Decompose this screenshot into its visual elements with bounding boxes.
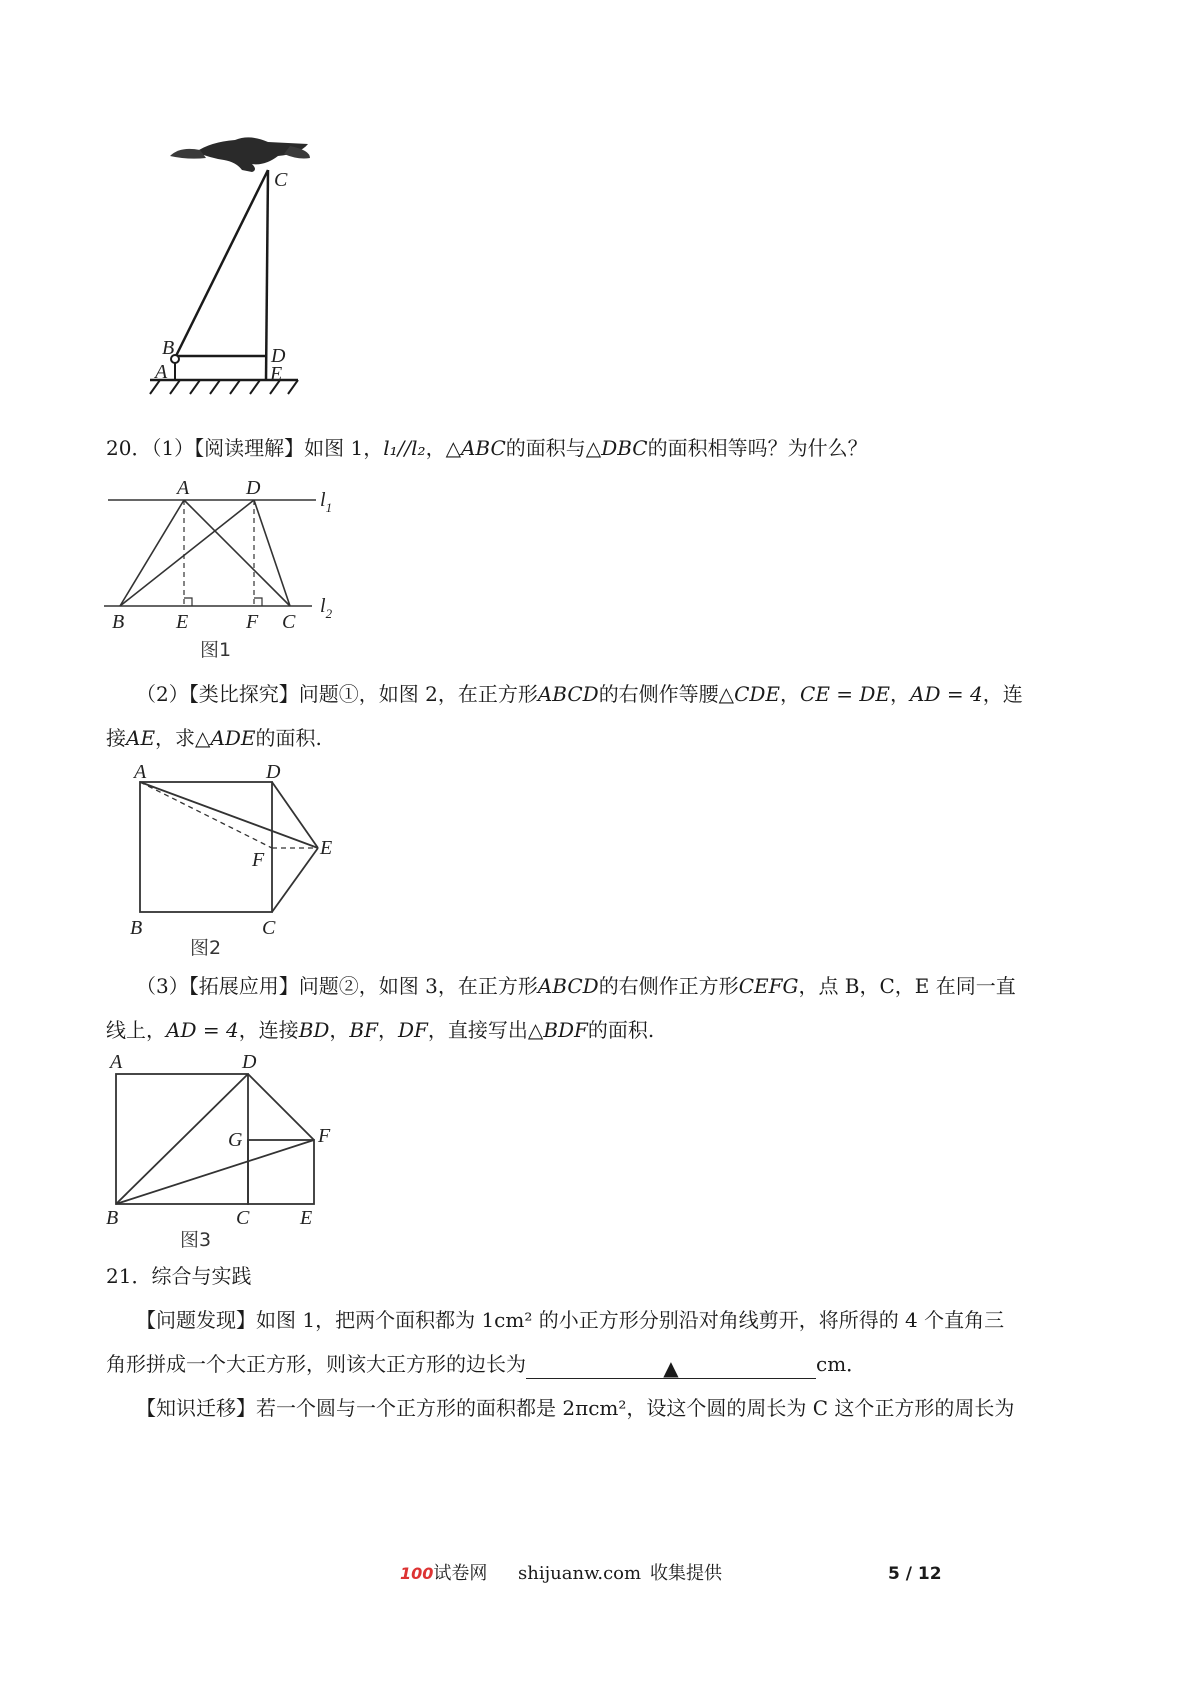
- fig3-label-e: E: [300, 1207, 313, 1229]
- footer-logo: 100试卷网: [400, 1563, 488, 1584]
- footer-credit: 收集提供: [650, 1563, 722, 1584]
- fig2-caption: 图2: [190, 937, 222, 958]
- q20-part1: 20．（1）【阅读理解】如图 1，l₁//l₂，△ABC的面积与△DBC的面积相等吗？为什么？: [106, 436, 868, 460]
- page-number: 5 / 12: [888, 1564, 942, 1584]
- fig3-label-a: A: [110, 1051, 123, 1073]
- q21-line3: 【知识迁移】若一个圆与一个正方形的面积都是 2πcm²，设这个圆的周长为 C 这个正方形的周长为: [136, 1396, 1015, 1420]
- fig1-label-b: B: [112, 611, 125, 633]
- answer-blank[interactable]: ▲: [526, 1354, 816, 1379]
- fig1-caption: 图1: [200, 639, 232, 661]
- q20-part2-line2: 接AE，求△ADE的面积.: [106, 726, 322, 750]
- fig2-label-d: D: [266, 761, 281, 783]
- eagle-icon: [170, 137, 310, 172]
- fig2-label-c: C: [262, 917, 276, 939]
- q20-part2-line1: （2）【类比探究】问题①，如图 2，在正方形ABCD的右侧作等腰△CDE，CE = DE，AD = 4，连: [136, 682, 1023, 706]
- q21-line1: 【问题发现】如图 1，把两个面积都为 1cm² 的小正方形分别沿对角线剪开，将所得的 4 个直角三: [136, 1308, 1005, 1332]
- q20-part3-line1: （3）【拓展应用】问题②，如图 3，在正方形ABCD的右侧作正方形CEFG，点 B，C，E 在同一直: [136, 974, 1016, 998]
- logo-100-icon: 100: [400, 1564, 434, 1583]
- figure-1: [100, 476, 350, 666]
- footer-url[interactable]: shijuanw.com: [518, 1563, 642, 1584]
- fig3-label-c: C: [236, 1207, 250, 1229]
- fig1-label-l2: $l_2$: [320, 595, 333, 621]
- fig1-label-e: E: [176, 611, 189, 633]
- fig3-label-f: F: [318, 1125, 331, 1147]
- label-c: C: [274, 169, 288, 191]
- fig1-label-a: A: [177, 477, 190, 499]
- fig3-label-d: D: [242, 1051, 257, 1073]
- fig3-label-g: G: [228, 1129, 243, 1151]
- fig2-label-f: F: [252, 849, 265, 871]
- label-a: A: [155, 361, 168, 383]
- fig2-label-a: A: [134, 761, 147, 783]
- q21-line2: 角形拼成一个大正方形，则该大正方形的边长为 ▲ cm．: [106, 1352, 867, 1380]
- fig2-label-b: B: [130, 917, 143, 939]
- q21-title: 21．综合与实践: [106, 1264, 252, 1288]
- q20-part3-line2: 线上，AD = 4，连接BD，BF，DF，直接写出△BDF的面积.: [106, 1018, 655, 1042]
- fig2-label-e: E: [320, 837, 333, 859]
- fig3-label-b: B: [106, 1207, 119, 1229]
- figure-eagle-pole: [140, 130, 320, 410]
- figure-2: [120, 758, 350, 958]
- fig1-label-l1: $l_1$: [320, 489, 333, 515]
- fig1-label-d: D: [246, 477, 261, 499]
- fig1-label-c: C: [282, 611, 296, 633]
- label-b: B: [162, 337, 175, 359]
- label-e: E: [270, 363, 283, 385]
- fig3-caption: 图3: [180, 1229, 212, 1251]
- figure-3: [100, 1048, 350, 1254]
- label-d: D: [271, 345, 286, 367]
- fig1-label-f: F: [246, 611, 259, 633]
